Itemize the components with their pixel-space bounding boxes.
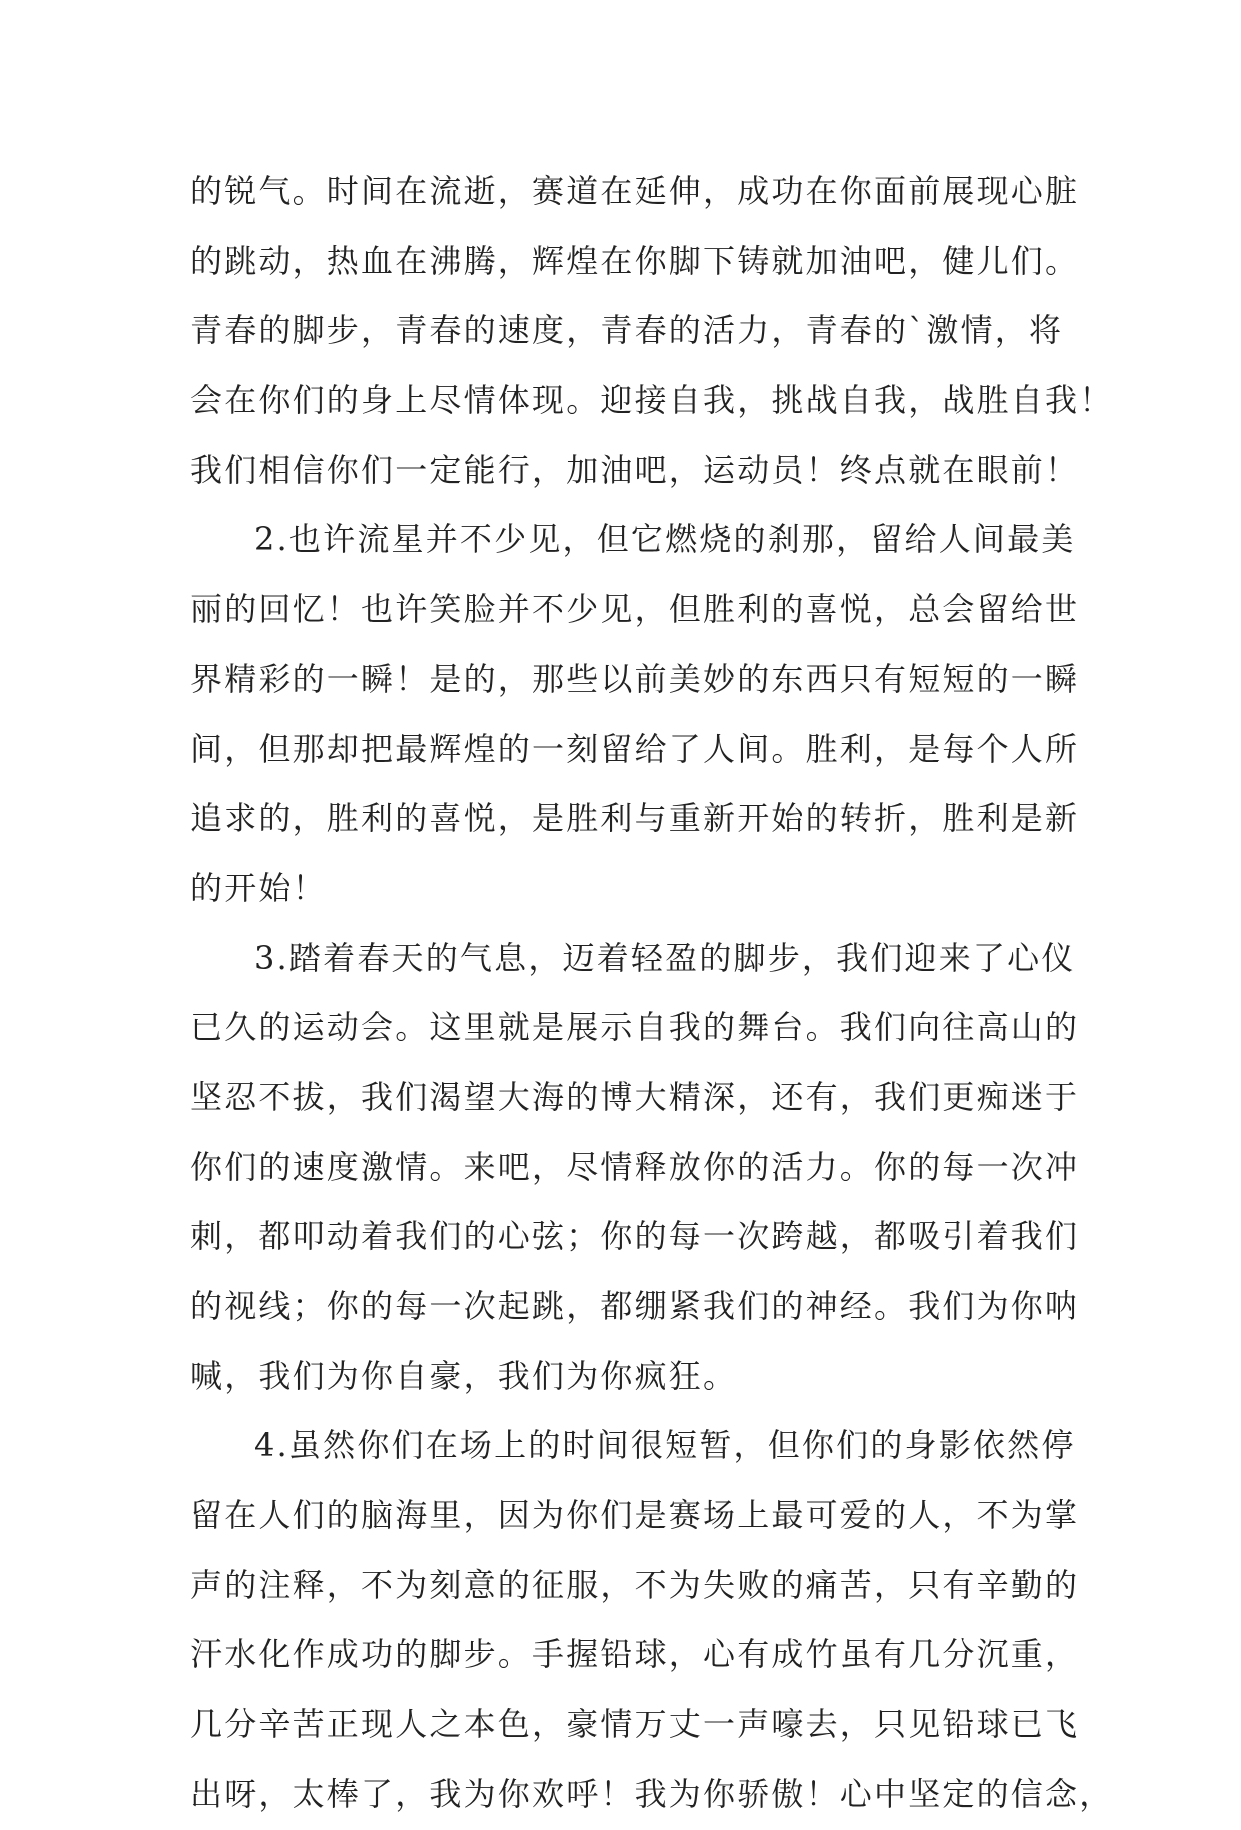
body-text [190,157,1114,1830]
text-line: 的开始！ [190,868,327,907]
text-line: 出呀，太棒了，我为你欢呼！我为你骄傲！心中坚定的信念， [190,1774,1114,1813]
paragraph-start-line: 3.踏着春天的气息，迈着轻盈的脚步，我们迎来了心仪 [254,938,1076,977]
text-line: 的锐气。时间在流逝，赛道在延伸，成功在你面前展现心脏 [190,172,1080,210]
text-line: 我们相信你们一定能行，加油吧，运动员！终点就在眼前！ [190,450,1080,489]
text-line: 留在人们的脑海里，因为你们是赛场上最可爱的人，不为掌 [190,1496,1080,1535]
text-line: 刺，都叩动着我们的心弦；你的每一次跨越，都吸引着我们 [190,1217,1080,1256]
text-line: 几分辛苦正现人之本色，豪情万丈一声嚎去，只见铅球已飞 [190,1705,1080,1744]
text-line: 会在你们的身上尽情体现。迎接自我，挑战自我，战胜自我！ [190,381,1114,420]
text-line: 的视线；你的每一次起跳，都绷紧我们的神经。我们为你呐 [190,1287,1080,1325]
text-line: 丽的回忆！也许笑脸并不少见，但胜利的喜悦，总会留给世 [190,590,1080,629]
paragraph-start-line: 4.虽然你们在场上的时间很短暂，但你们的身影依然停 [254,1426,1076,1465]
text-line: 已久的运动会。这里就是展示自我的舞台。我们向往高山的 [190,1008,1080,1047]
text-line: 汗水化作成功的脚步。手握铅球，心有成竹虽有几分沉重， [190,1635,1080,1674]
text-line: 追求的，胜利的喜悦，是胜利与重新开始的转折，胜利是新 [190,799,1080,838]
text-line: 间，但那却把最辉煌的一刻留给了人间。胜利，是每个人所 [190,729,1080,768]
text-line: 声的注释，不为刻意的征服，不为失败的痛苦，只有辛勤的 [190,1565,1080,1604]
paragraph-start-line: 2.也许流星并不少见，但它燃烧的刹那，留给人间最美 [254,520,1076,559]
text-line: 坚忍不拔，我们渴望大海的博大精深，还有，我们更痴迷于 [190,1077,1080,1116]
text-line: 界精彩的一瞬！是的，那些以前美妙的东西只有短短的一瞬 [190,659,1080,698]
text-line: 青春的脚步，青春的速度，青春的活力，青春的`激情，将 [190,311,1064,350]
text-line: 的跳动，热血在沸腾，辉煌在你脚下铸就加油吧，健儿们。 [190,241,1080,280]
text-line: 你们的速度激情。来吧，尽情释放你的活力。你的每一次冲 [190,1147,1080,1186]
text-line: 喊，我们为你自豪，我们为你疯狂。 [190,1356,738,1395]
